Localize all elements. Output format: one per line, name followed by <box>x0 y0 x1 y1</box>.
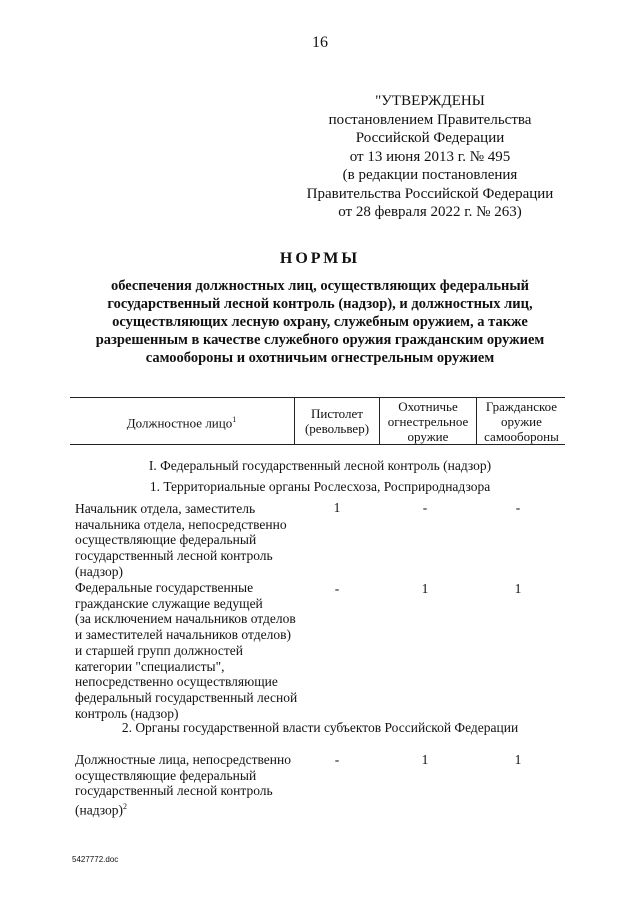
row-label-line: Федеральные государственные <box>75 580 254 595</box>
header-pistol <box>294 398 379 444</box>
row-label-line: гражданские служащие ведущей <box>75 595 263 611</box>
section-heading: I. Федеральный государственный лесной контроль (надзор) <box>148 458 492 473</box>
approval-line: от 13 июня 2013 г. № 495 <box>349 148 511 165</box>
header-pistol-line: (револьвер) <box>304 421 370 436</box>
row-label-text: (надзор) <box>75 802 123 818</box>
subtitle-line: самообороны и охотничьим огнестрельным оружием <box>145 350 495 366</box>
row-label-line <box>75 799 305 818</box>
approval-line: (в редакции постановления <box>342 167 518 183</box>
approval-line: постановлением Правительства <box>328 111 532 128</box>
cell-civil: 1 <box>514 752 522 767</box>
cell-civil: 1 <box>514 581 522 596</box>
header-civil-line: самообороны <box>484 428 559 444</box>
subsection-heading: 2. Органы государственной власти субъектов Российской Федерации <box>121 720 519 735</box>
header-civil-line: Гражданское <box>485 398 558 414</box>
header-position-label: Должностное лицо <box>126 415 233 431</box>
document-subtitle <box>70 277 570 367</box>
table-row-label <box>75 752 305 818</box>
row-label-line: государственный лесной контроль <box>75 548 273 564</box>
approval-line: от 28 февраля 2022 г. № 263) <box>338 204 522 220</box>
row-label-line: федеральный государственный лесной <box>75 689 298 705</box>
cell-hunting: - <box>422 500 428 515</box>
approval-block <box>300 92 560 222</box>
row-label-line: начальника отдела, непосредственно <box>75 516 287 532</box>
approval-line: Правительства Российской Федерации <box>306 185 554 202</box>
subsection-heading: 1. Территориальные органы Рослесхоза, Росприроднадзора <box>149 479 491 494</box>
row-label-line: контроль (надзор) <box>75 705 179 721</box>
header-hunting-line: Охотничье <box>398 398 458 414</box>
table-row-label <box>75 580 305 721</box>
cell-pistol: - <box>334 752 340 767</box>
cell-pistol: - <box>334 581 340 596</box>
header-pistol-line: Пистолет <box>311 406 363 421</box>
table-row-label <box>75 501 305 580</box>
cell-hunting: 1 <box>421 581 429 596</box>
header-civil-line: оружие <box>501 413 542 429</box>
document-title: НОРМЫ <box>279 250 361 267</box>
approval-line: "УТВЕРЖДЕНЫ <box>375 93 485 109</box>
row-label-line: и заместителей начальников отделов) <box>75 627 291 643</box>
subtitle-line: государственный лесной контроль (надзор), и должностных лиц, <box>107 296 533 312</box>
row-label-line: Должностные лица, непосредственно <box>75 752 291 767</box>
row-label-line: категории "специалисты", <box>75 658 225 674</box>
footnote-mark: 2 <box>123 802 127 812</box>
header-hunting-line: огнестрельное <box>387 413 469 429</box>
approval-line: Российской Федерации <box>355 130 505 146</box>
row-label-line: непосредственно осуществляющие <box>75 674 278 690</box>
row-label-line: (надзор) <box>75 563 123 579</box>
header-civil-weapon <box>476 398 566 444</box>
cell-hunting: 1 <box>421 752 429 767</box>
row-label-line: Начальник отдела, заместитель <box>75 501 256 516</box>
cell-pistol: 1 <box>333 500 341 515</box>
cell-civil: - <box>515 500 521 515</box>
row-label-line: осуществляющие федеральный <box>75 532 257 548</box>
table-header <box>70 397 565 445</box>
header-position <box>70 398 293 444</box>
row-label-line: государственный лесной контроль <box>75 783 273 799</box>
page-number: 16 <box>312 34 328 51</box>
subtitle-line: обеспечения должностных лиц, осуществляющих федеральный <box>110 278 530 294</box>
footer-filename: 5427772.doc <box>72 855 119 864</box>
row-label-line: осуществляющие федеральный <box>75 767 257 783</box>
footnote-mark: 1 <box>232 414 237 424</box>
header-hunting-weapon <box>379 398 476 444</box>
subtitle-line: осуществляющих лесную охрану, служебным оружием, а также <box>112 314 528 330</box>
subtitle-line: разрешенным в качестве служебного оружия гражданским оружием <box>95 332 545 348</box>
row-label-line: и старшей групп должностей <box>75 642 243 658</box>
row-label-line: (за исключением начальников отделов <box>75 611 296 627</box>
header-hunting-line: оружие <box>407 428 449 444</box>
